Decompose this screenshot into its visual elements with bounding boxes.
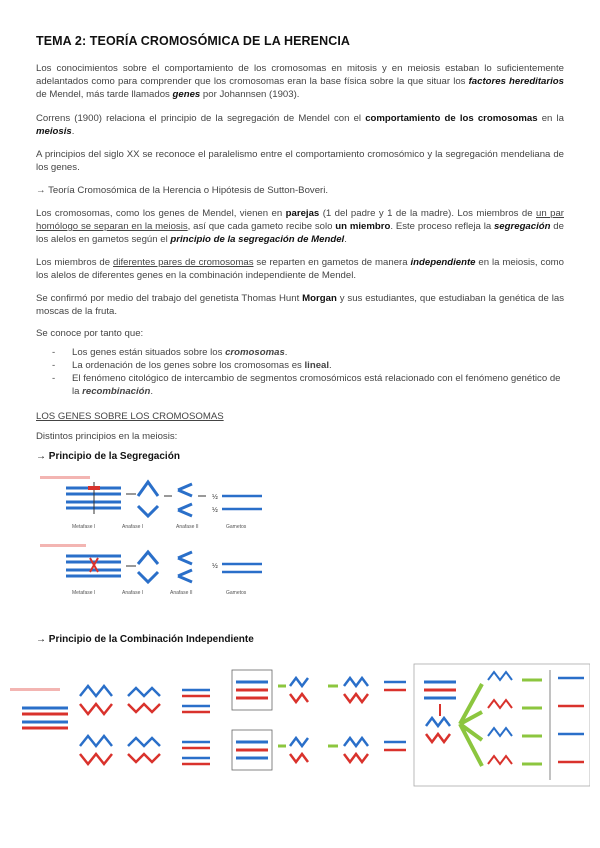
emph-comportamiento: comportamiento de los cromosomas [365, 113, 538, 124]
svg-text:Gametos: Gametos [226, 590, 247, 596]
text: Los miembros de [36, 257, 114, 268]
conclusion-list [36, 346, 564, 398]
emph-parejas: parejas [285, 208, 320, 219]
list-item [36, 372, 564, 398]
paragraph-correns [36, 112, 564, 138]
emph-recombinacion: recombinación [82, 386, 151, 397]
svg-text:Anafase I: Anafase I [122, 590, 144, 596]
paragraph-diferentes-pares [36, 256, 564, 282]
text: (1 del padre y 1 de la madre). Los miembros de [319, 208, 537, 219]
text: . Este proceso refleja la [390, 221, 494, 232]
emph-meiosis: meiosis [36, 126, 72, 137]
svg-text:Anafase I: Anafase I [122, 524, 144, 530]
text: se reparten en gametos de manera [253, 257, 411, 268]
paragraph-morgan [36, 292, 564, 318]
text: por Johannsen (1903). [200, 89, 300, 100]
text: . [344, 234, 347, 245]
emph-un-miembro: un miembro [335, 221, 391, 232]
paragraph-conclusion: Se conoce por tanto que: [36, 328, 144, 339]
text: Los genes están situados sobre los [72, 347, 226, 358]
segregation-no-crossover [40, 476, 262, 530]
svg-text:½: ½ [212, 507, 218, 514]
segregation-diagram [36, 472, 296, 602]
assortment-panel-1 [10, 686, 210, 764]
svg-text:Gametos: Gametos [226, 524, 247, 530]
svg-text:½: ½ [212, 563, 218, 570]
emph-morgan: Morgan [302, 293, 337, 304]
text: . [284, 347, 288, 358]
svg-text:½: ½ [212, 494, 218, 501]
segregation-with-crossover [40, 544, 262, 596]
section-title: LOS GENES SOBRE LOS CROMOSOMAS [36, 411, 224, 422]
text: La ordenación de los genes sobre los cromosomas es [72, 360, 305, 371]
emph-factores: factores hereditarios [468, 76, 564, 87]
paragraph-principios: Distintos principios en la meiosis: [36, 431, 178, 442]
text: . [71, 126, 75, 137]
list-item [36, 359, 564, 372]
svg-text:Anafase II: Anafase II [170, 590, 193, 596]
subtitle-segregacion: → Principio de la Segregación [36, 451, 180, 462]
assortment-panel-3 [414, 664, 590, 786]
emph-independiente: independiente [410, 257, 476, 268]
paragraph-intro [36, 62, 564, 101]
svg-text:Anafase II: Anafase II [176, 524, 199, 530]
list-item [36, 346, 564, 359]
paragraph-teoria: → Teoría Cromosómica de la Herencia o Hipótesis de Sutton-Boveri. [36, 185, 329, 196]
text: , así que cada gameto recibe solo [187, 221, 336, 232]
underlined-text: diferentes pares de cromosomas [113, 257, 254, 268]
text: . [150, 386, 154, 397]
emph-cromosomas: cromosomas [225, 347, 285, 358]
text: y sus estudiantes, que estudiaban la genética de las moscas de la fruta. [36, 293, 565, 317]
text: en la meiosis, como los alelos de diferentes genes en la combinación independiente de Mendel. [36, 257, 564, 281]
assortment-panel-2 [232, 670, 406, 770]
emph-principio: principio de la segregación de Mendel [170, 234, 345, 245]
independent-assortment-diagram [10, 660, 590, 788]
text: de los alelos en gametos según el [36, 221, 564, 245]
svg-text:Metafase I: Metafase I [72, 524, 96, 530]
text: Se confirmó por medio del trabajo del genetista Thomas Hunt [36, 293, 303, 304]
text: Correns (1900) relaciona el principio de la segregación de Mendel con el [36, 113, 366, 124]
emph-genes: genes [172, 89, 201, 100]
page-title: TEMA 2: TEORÍA CROMOSÓMICA DE LA HERENCIA [36, 34, 351, 48]
paragraph-parejas [36, 207, 564, 246]
text: Los conocimientos sobre el comportamiento de los cromosomas en mitosis y en meiosis estaban lo suficientemente adelantados como para comprender que los cromosomas eran la base física sobre la que situar los [36, 63, 564, 87]
text: El fenómeno citológico de intercambio de segmentos cromosómicos está relacionado con el fenómeno genético de la [72, 373, 561, 397]
text: de Mendel, más tarde llamados [36, 89, 173, 100]
emph-segregacion: segregación [493, 221, 551, 232]
text: . [329, 360, 332, 371]
subtitle-combinacion: → Principio de la Combinación Independiente [36, 634, 254, 645]
text: Los cromosomas, como los genes de Mendel, vienen en [36, 208, 286, 219]
paragraph-paralelismo: A principios del siglo XX se reconoce el paralelismo entre el comportamiento cromosómico y la segregación mendeliana de los genes. [36, 149, 564, 173]
text: en la [537, 113, 564, 124]
underlined-text: un par homólogo se separan en la meiosis [36, 208, 564, 232]
svg-text:Metafase I: Metafase I [72, 590, 96, 596]
emph-lineal: lineal [304, 360, 330, 371]
